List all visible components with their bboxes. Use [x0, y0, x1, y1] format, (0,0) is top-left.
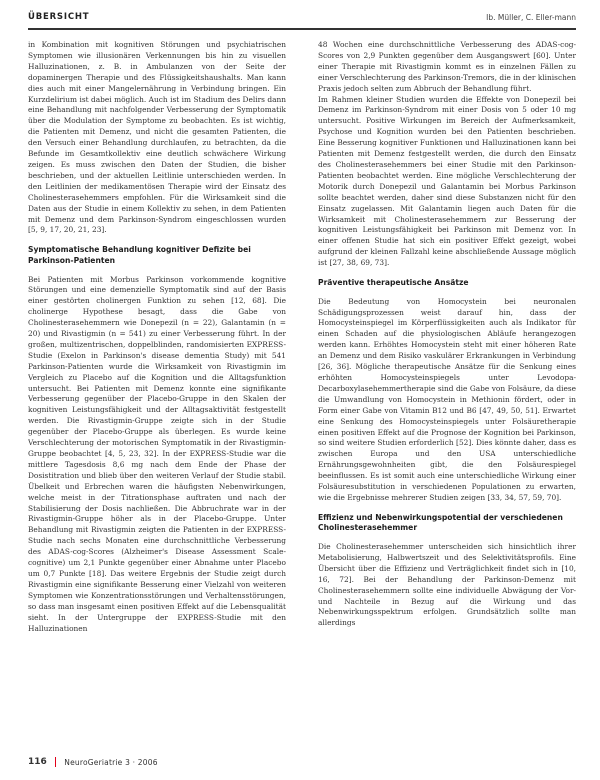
page-number: 116 [28, 757, 47, 767]
section-label: ÜBERSICHT [28, 12, 90, 22]
section-heading: Effizienz und Nebenwirkungspotential der verschiedenen Cholinesterasehemmer [318, 512, 563, 533]
footer-divider [55, 757, 57, 767]
section-heading: Präventive therapeutische Ansätze [318, 278, 469, 288]
journal-name: NeuroGeriatrie 3 · 2006 [64, 757, 158, 767]
body-paragraph: Im Rahmen kleiner Studien wurden die Effekte von Donepezil bei Demenz im Parkinson-Syndrom mit einer Dosis von 5 oder 10 mg untersucht. Positive Wirkungen im Bereich der Aufmerksamkeit, Psychose und Kognition wurden bei den Patienten beschrieben. Eine Besserung kognitiver Funktionen und Halluzinationen kann bei Patienten mit Demenz festgestellt werden, die durch den Einsatz des Cholinesterasehemmers bei einer Studie mit den Parkinson-Patienten beobachtet werden. Eine mögliche Verschlechterung der Motorik durch Donepezil und Galantamin bei Morbus Parkinson sollte beachtet werden, daher sind diese Substanzen nicht für den Einsatz zugelassen. Mit Galantamin liegen auch Daten für die Wirksamkeit mit Cholinesterasehemmern zur Besserung der kognitiven Leistungsfähigkeit bei Parkinson mit Demenz vor. In einer offenen Studie hat sich ein positiver Effekt gezeigt, wobei aufgrund der kleinen Fallzahl keine abschließende Aussage möglich ist [27, 38, 69, 73]. [318, 94, 576, 268]
left-column [28, 40, 286, 740]
body-paragraph: Die Bedeutung von Homocystein bei neuronalen Schädigungsprozessen weist darauf hin, dass der Homocysteinspiegel im Körperflüssigkeiten auch als Indikator für einen Schaden auf die physiologischen Abläufe herangezogen werden kann. Erhöhtes Homocystein steht mit einer höheren Rate an Demenz und dem Risiko vaskulärer Erkrankungen in Verbindung [26, 36]. Mögliche therapeutische Ansätze für die Senkung eines erhöhten Homocysteinspiegels unter Levodopa-Decarboxylasehemmertherapie sind die Gabe von Folsäure, da diese die Umwandlung von Homocystein in Methionin fördert, oder in Form einer Gabe von Vitamin B12 und B6 [47, 49, 50, 51]. Erwartet eine Senkung des Homocysteinspiegels unter Folsäuretherapie einen positiven Effekt auf die Prognose der Kognition bei Parkinson, so sind weitere Studien erforderlich [52]. Dies könnte daher, dass es zwischen Europa und den USA unterschiedliche Ernährungsgewohnheiten gibt, die den Folsäurespiegel beeinflussen. Es ist somit auch eine unterschiedliche Wirkung einer Folsäuresubstitution in verschiedenen Populationen zu erwarten, wie die Ergebnisse mehrerer Studien zeigen [33, 34, 57, 59, 70]. [318, 296, 576, 502]
section-heading: Symptomatische Behandlung kognitiver Defizite bei Parkinson-Patienten [28, 245, 251, 265]
body-paragraph: Die Cholinesterasehemmer unterscheiden sich hinsichtlich ihrer Metabolisierung, Halbwertszeit und des Selektivitätsprofils. Eine Übersicht über die Effizienz und Verträglichkeit findet sich in [10, 16, 72]. Bei der Behandlung der Parkinson-Demenz mit Cholinesterasehemmern sollte eine individuelle Abwägung der Vor- und Nachteile in Bezug auf die Wirkung und das Nebenwirkungsspektrum erfolgen. Grundsätzlich sollte man allerdings [318, 542, 576, 628]
page-footer [28, 755, 576, 769]
body-paragraph: in Kombination mit kognitiven Störungen und psychiatrischen Symptomen wie illusionären Verkennungen bis hin zu visuellen Halluzinationen, z. B. in Ambulanzen von der Seite der dopaminergen Therapie und des Flüssigkeitshaushalts. Man kann dies auch mit einer Mangelernährung in Verbindung bringen. Ein Kurzdelirium ist dabei möglich. Auch ist im Stadium des Delirs dann eine Behandlung mit nachfolgender Verbesserung der Symptomatik über die Modulation der Symptome zu beobachten. Es ist wichtig, die Patienten mit Demenz, und nicht die gesamten Patienten, die den Versuch einer Behandlung durchlaufen, zu betrachten, da die Befunde im Gesamtkollektiv eine deutlich schwächere Wirkung zeigen. Es muss zwischen den Daten der Studien, die bisher beschrieben, und der aktuellen Leitlinie unterschieden werden. In den Leitlinien der medikamentösen Therapie wird der Einsatz des Cholinesterasehemmers empfohlen. Für die Wirksamkeit sind die Daten aus der Studie in einem Kollektiv zu sehen, in dem Patienten mit Demenz und dem Parkinson-Syndrom eingeschlossen wurden [5, 9, 17, 20, 21, 23]. [28, 40, 286, 235]
body-paragraph: 48 Wochen eine durchschnittliche Verbesserung des ADAS-cog-Scores von 2,9 Punkten gegenüber dem Ausgangswert [60]. Unter einer Therapie mit Rivastigmin kommt es in einzelnen Fällen zu einer Verschlechterung des Parkinson-Tremors, die in der klinischen Praxis jedoch selten zum Abbruch der Behandlung führt. [318, 40, 576, 93]
body-paragraph: Bei Patienten mit Morbus Parkinson vorkommende kognitive Störungen und eine demenzielle Symptomatik sind auf der Basis einer gestörten cholinergen Funktion zu sehen [12, 68]. Die cholinerge Hypothese besagt, dass die Gabe von Cholinesterasehemmern wie Donepezil (n = 22), Galantamin (n = 20) und Rivastigmin (n = 541) zu einer Verbesserung führt. In der großen, multizentrischen, doppelblinden, randomisierten EXPRESS-Studie (Exelon in Parkinson's disease dementia Study) mit 541 Parkinson-Patienten wurde die Wirksamkeit von Rivastigmin im Vergleich zu Placebo auf die Kognition und die Alltagsfunktion untersucht. Bei Patienten mit Demenz konnte eine signifikante Verbesserung gegenüber der Placebo-Gruppe in den Skalen der kognitiven Leistungsfähigkeit und der Alltagsaktivität festgestellt werden. Die Rivastigmin-Gruppe zeigte sich in der Studie gegenüber der Placebo-Gruppe als überlegen. Es wurde keine Verschlechterung der motorischen Symptomatik in der Rivastigmin-Gruppe beobachtet [4, 5, 23, 32]. In der EXPRESS-Studie war die mittlere Tagesdosis 8,6 mg nach dem Ende der Phase der Dosistitration und blieb über den weiteren Verlauf der Studie stabil. Übelkeit und Erbrechen waren die häufigsten Nebenwirkungen, welche meist in der Titrationsphase auftraten und nach der Stabilisierung der Dosis nachließen. Die Abbruchrate war in der Rivastigmin-Gruppe höher als in der Placebo-Gruppe. Unter Behandlung mit Rivastigmin zeigten die Patienten in der EXPRESS-Studie nach sechs Monaten eine durchschnittliche Verbesserung des ADAS-cog-Scores (Alzheimer's Disease Assessment Scale-cognitive) um 2,1 Punkte gegenüber einer Abnahme unter Placebo um 0,7 Punkte [18]. Das weitere Ergebnis der Studie zeigt durch Rivastigmin eine signifikante Besserung einer Vielzahl von weiteren Symptomen wie Konzentrationsstörungen und Verhaltensstörungen, so dass man insgesamt einen positiven Effekt auf die Lebensqualität sieht. In der Untergruppe der EXPRESS-Studie mit den Halluzinationen [28, 274, 286, 633]
header-rule [28, 28, 576, 30]
running-header [28, 8, 576, 26]
right-column [318, 40, 576, 740]
running-authors: Ib. Müller, C. Eller-mann [486, 12, 576, 22]
